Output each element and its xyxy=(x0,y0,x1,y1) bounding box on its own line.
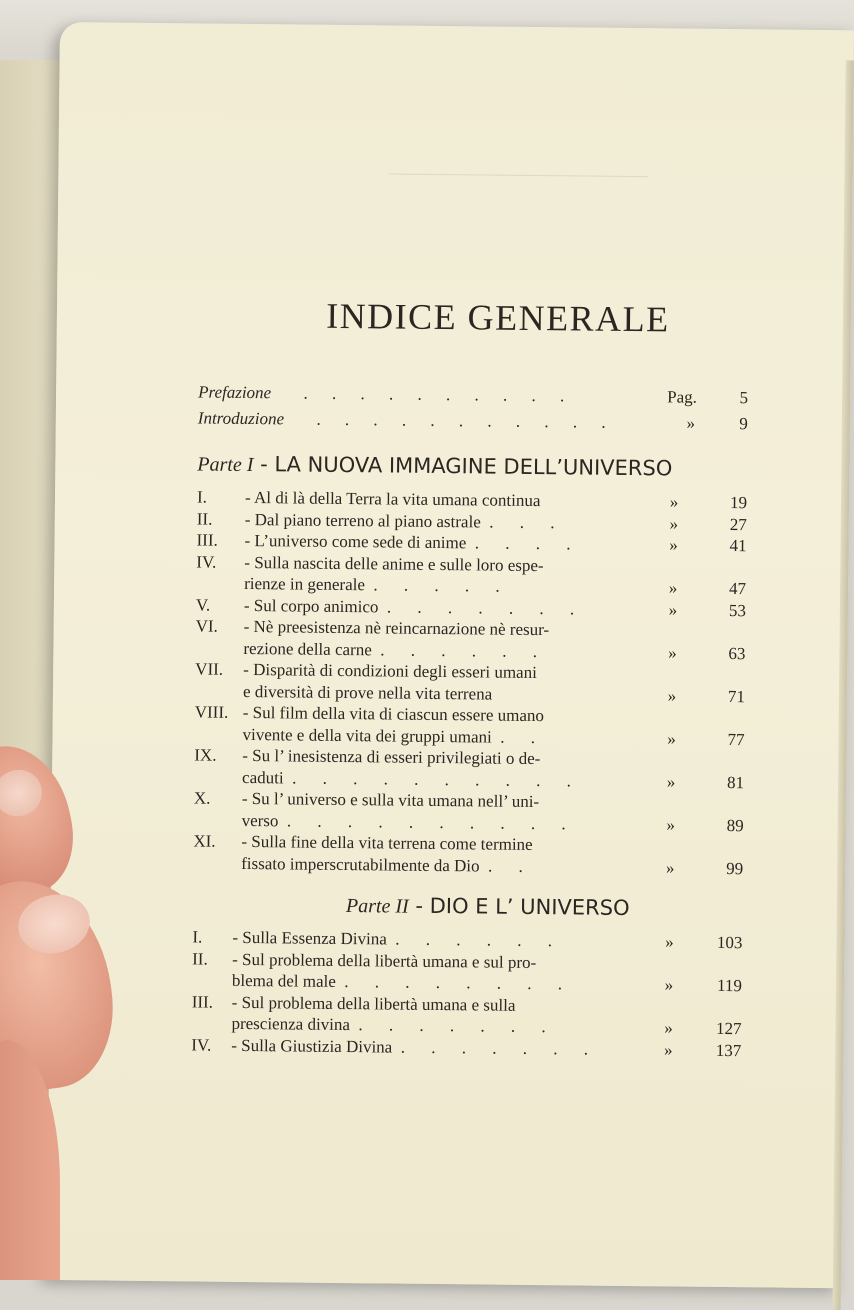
toc-entry-introduzione xyxy=(198,407,748,435)
leader-dots: . . . . . . . xyxy=(386,596,586,619)
leader-dots: . . . . . . . . . . xyxy=(275,383,575,406)
chapter-number: I. xyxy=(192,927,203,947)
part-title: DIO E L’ UNIVERSO xyxy=(429,893,630,921)
part-heading xyxy=(197,451,747,482)
ditto-mark: » xyxy=(667,685,677,705)
page-number: 27 xyxy=(729,514,747,534)
leader-dots: . . . . . . xyxy=(380,639,549,661)
leader-dots: . . . . . . . xyxy=(400,1037,600,1059)
leader-dots: . . xyxy=(500,727,547,747)
ditto-mark: » xyxy=(686,413,696,433)
chapter-title-line: rienze in generale xyxy=(244,573,366,595)
ditto-mark: » xyxy=(668,599,678,619)
toc-entry xyxy=(194,787,744,836)
leader-dots: . . . . . . . . . . . xyxy=(288,409,617,432)
chapter-title-line: blema del male xyxy=(231,970,336,991)
page-number: 19 xyxy=(729,493,748,513)
page-number: 53 xyxy=(728,600,746,620)
leader-dots: . . . . . . . . . . xyxy=(286,810,577,833)
chapter-number: IX. xyxy=(194,745,217,765)
page-prefix: Pag. xyxy=(667,387,698,407)
ditto-mark: » xyxy=(669,535,678,555)
toc-entry xyxy=(196,551,746,600)
part-separator: - xyxy=(253,452,275,477)
chapter-title xyxy=(242,745,744,793)
chapter-title xyxy=(244,551,746,599)
page-title: INDICE GENERALE xyxy=(325,295,670,340)
chapter-title-line: - Su l’ inesistenza di esseri privilegiati o de- xyxy=(242,745,541,769)
leader-dots: . . . . xyxy=(474,533,582,554)
ditto-mark: » xyxy=(664,975,674,995)
page-number: 81 xyxy=(726,772,745,792)
ditto-mark: » xyxy=(669,492,679,512)
chapter-number: VI. xyxy=(195,616,218,636)
chapter-title-line: rezione della carne xyxy=(243,638,372,659)
chapter-title xyxy=(231,991,741,1039)
chapter-title-line: - Al di là della Terra la vita umana continua xyxy=(244,487,541,511)
ditto-mark: » xyxy=(668,578,678,598)
leader-dots: . . . . . xyxy=(373,575,511,596)
chapter-number: II. xyxy=(196,508,213,529)
toc-entry-prefazione xyxy=(198,381,748,409)
chapter-title-line: caduti xyxy=(242,767,284,787)
chapter-title xyxy=(242,788,744,836)
page-number: 127 xyxy=(715,1018,742,1039)
page-number: 63 xyxy=(728,643,746,663)
chapter-number: I. xyxy=(196,487,208,507)
toc-entry xyxy=(191,1034,741,1061)
leader-dots: . . . . . . . xyxy=(358,1015,557,1037)
toc-entry xyxy=(194,701,744,750)
part-label: Parte II xyxy=(345,895,409,918)
leader-dots: . . . xyxy=(489,512,566,532)
chapter-number: III. xyxy=(191,991,214,1012)
chapter-number: IV. xyxy=(196,551,217,572)
page-edge xyxy=(833,60,854,1310)
ditto-mark: » xyxy=(665,932,674,952)
chapter-title xyxy=(241,831,743,879)
ditto-mark: » xyxy=(665,857,675,877)
chapter-title-line: - Sulla fine della vita terrena come termine xyxy=(241,831,533,854)
chapter-number: VII. xyxy=(195,659,224,679)
chapter-title xyxy=(243,659,745,707)
page-number: 137 xyxy=(715,1040,742,1060)
ditto-mark: » xyxy=(669,513,679,533)
book-page xyxy=(47,22,854,1288)
page-number: 119 xyxy=(716,975,743,996)
leader-dots: . . . . . . . . . . xyxy=(292,767,582,791)
toc-entry xyxy=(195,615,745,664)
toc-entry xyxy=(192,948,742,997)
part-title: LA NUOVA IMMAGINE DELL’UNIVERSO xyxy=(274,452,673,481)
leader-dots: . . . . . . xyxy=(395,929,564,951)
leader-dots: . . . . . . . . xyxy=(344,972,574,994)
ditto-mark: » xyxy=(668,642,677,662)
chapter-title-line: prescienza divina xyxy=(231,1013,351,1035)
chapter-title-line: - Sulla Essenza Divina xyxy=(232,927,387,949)
chapter-number: XI. xyxy=(193,831,216,851)
page-number: 9 xyxy=(739,414,748,434)
part-heading xyxy=(193,891,743,922)
chapter-title-line: - Sul film della vita di ciascun essere umano xyxy=(242,702,545,726)
chapter-title xyxy=(232,948,742,996)
chapter-number: X. xyxy=(193,788,211,808)
chapter-title-line: - Dal piano terreno al piano astrale xyxy=(244,509,481,531)
page-number: 99 xyxy=(726,858,744,878)
page-number: 41 xyxy=(729,536,747,556)
ditto-mark: » xyxy=(666,771,676,791)
chapter-title-line: e diversità di prove nella vita terrena xyxy=(242,681,493,704)
entry-label: Prefazione xyxy=(198,382,272,403)
toc-entry xyxy=(193,830,743,879)
chapter-title xyxy=(242,702,744,750)
table-of-contents xyxy=(191,293,749,1061)
toc-entry xyxy=(191,991,741,1040)
chapter-title-line: verso xyxy=(241,810,279,830)
ditto-mark: » xyxy=(663,1039,673,1059)
chapter-title xyxy=(243,616,745,664)
chapter-title-line: - Sul corpo animico xyxy=(243,595,379,616)
ditto-mark: » xyxy=(667,728,676,748)
chapter-number: III. xyxy=(196,530,218,550)
page-number: 47 xyxy=(729,579,747,599)
page-number: 103 xyxy=(716,932,743,953)
leader-dots: . . xyxy=(488,856,534,876)
page-number: 5 xyxy=(739,388,749,408)
chapter-number: VIII. xyxy=(194,702,229,722)
chapter-number: V. xyxy=(195,594,211,615)
chapter-title-line: - Nè preesistenza nè reincarnazione nè resur- xyxy=(243,616,550,640)
chapter-title-line: - Disparità di condizioni degli esseri umani xyxy=(243,659,537,683)
entry-label: Introduzione xyxy=(197,408,285,429)
chapter-title-line: - Sul problema della libertà umana e sulla xyxy=(231,992,516,1015)
parts-list xyxy=(191,451,747,1061)
chapter-title-line: - Sulla Giustizia Divina xyxy=(231,1035,393,1057)
show-through-rule xyxy=(388,173,648,177)
toc-entry xyxy=(194,744,744,793)
chapter-title-line: vivente e della vita dei gruppi umani xyxy=(242,724,492,747)
page-number: 89 xyxy=(726,815,744,835)
part-separator: - xyxy=(408,893,430,918)
ditto-mark: » xyxy=(664,1018,673,1038)
chapter-number: IV. xyxy=(191,1034,212,1055)
page-number: 77 xyxy=(727,729,745,749)
part-label: Parte I xyxy=(197,453,254,477)
chapter-title-line: - Sulla nascita delle anime e sulle loro espe- xyxy=(244,552,544,575)
chapter-title-line: - Su l’ universo e sulla vita umana nell’ uni- xyxy=(241,788,540,812)
toc-entry xyxy=(195,658,745,707)
ditto-mark: » xyxy=(666,814,675,834)
chapter-title-line: - L’universo come sede di anime xyxy=(244,530,467,553)
chapter-title xyxy=(231,1034,741,1061)
page-number: 71 xyxy=(727,686,746,706)
chapter-title-line: - Sul problema della libertà umana e sul pro- xyxy=(232,949,537,972)
chapter-title-line: fissato imperscrutabilmente da Dio xyxy=(241,853,480,875)
chapter-number: II. xyxy=(192,948,208,969)
